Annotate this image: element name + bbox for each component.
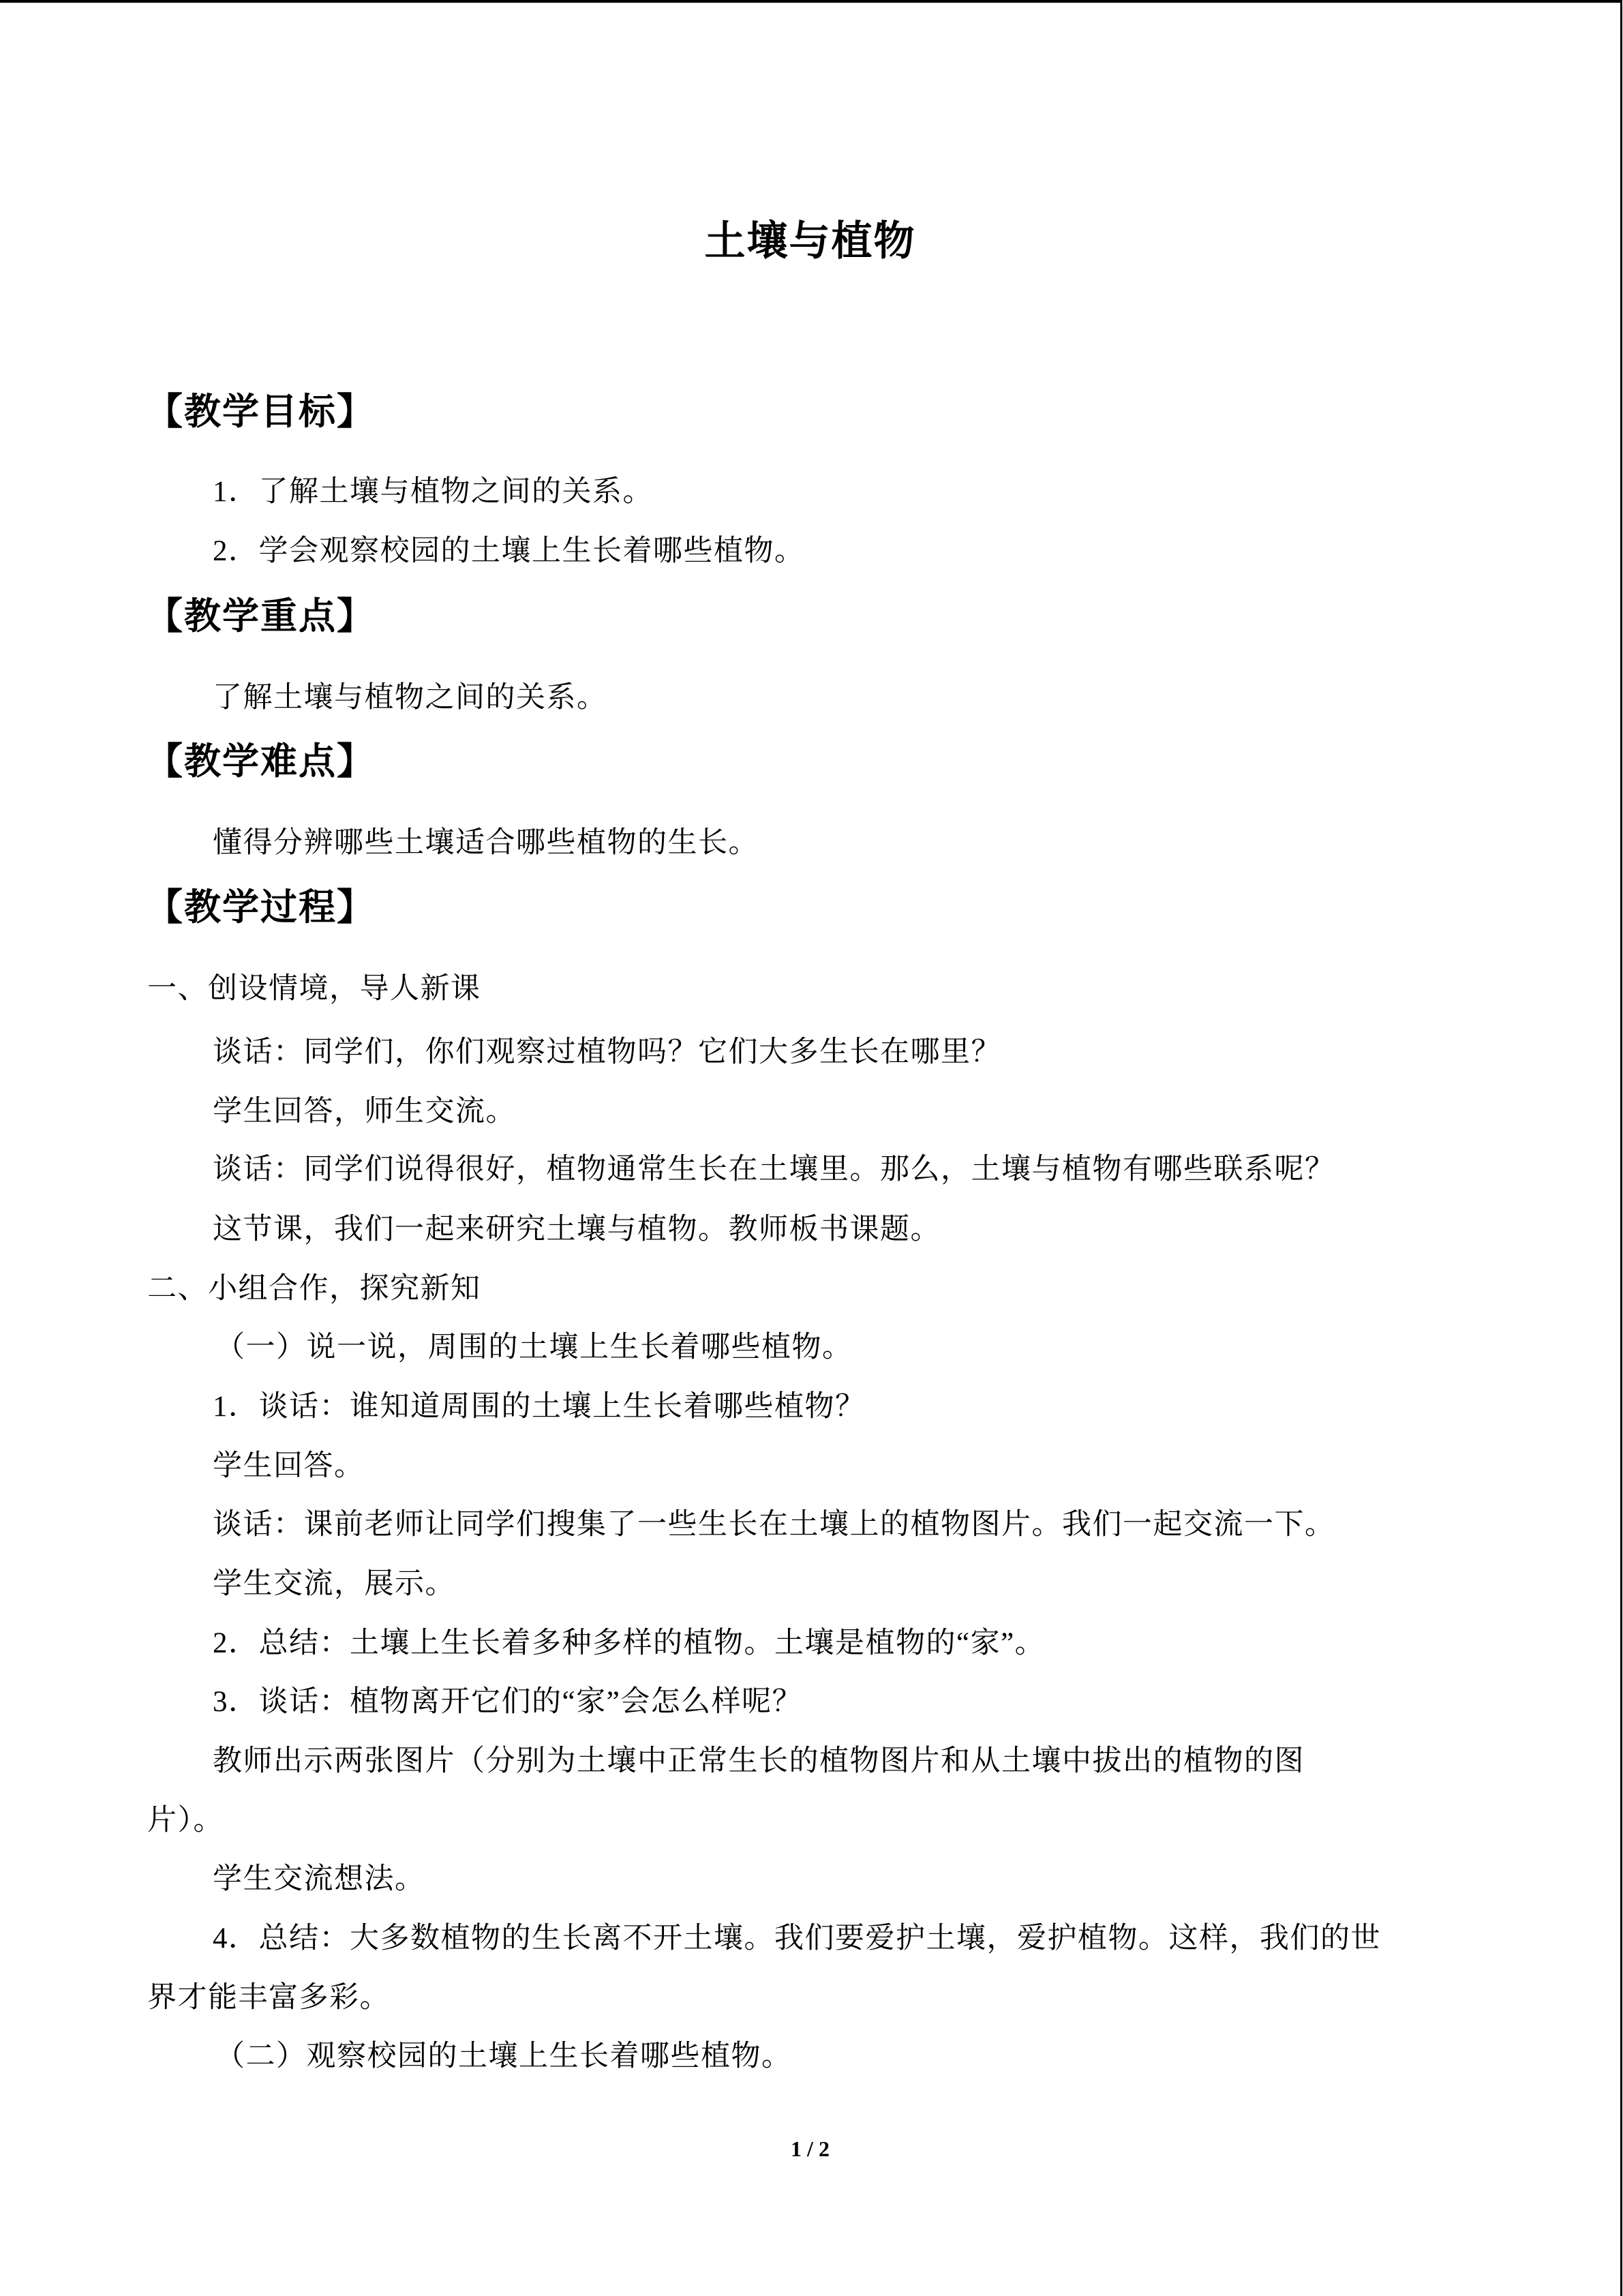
objective-item-2: 2．学会观察校园的土壤上生长着哪些植物。 [213, 535, 805, 567]
page-number: 1 / 2 [791, 2136, 830, 2161]
process-part2-line-8: 片）。 [147, 1804, 224, 1837]
process-part2-line-3: 谈话：课前老师让同学们搜集了一些生长在土壤上的植物图片。我们一起交流一下。 [213, 1509, 1335, 1541]
process-part2-line-6: 3．谈话：植物离开它们的“家”会怎么样呢？ [213, 1686, 803, 1718]
process-part2-line-9: 学生交流想法。 [213, 1863, 425, 1895]
process-part2-sub1-title: （一）说一说，周围的土壤上生长着哪些植物。 [215, 1331, 853, 1363]
process-part2-sub2-title: （二）观察校园的土壤上生长着哪些植物。 [215, 2040, 792, 2072]
section-heading-difficulties: 【教学难点】 [146, 741, 375, 782]
process-part2-line-11: 界才能丰富多彩。 [147, 1982, 390, 2014]
difficulties-text: 懂得分辨哪些土壤适合哪些植物的生长。 [213, 827, 759, 859]
process-part2-line-10: 4．总结：大多数植物的生长离不开土壤。我们要爱护土壤，爱护植物。这样，我们的世 [213, 1922, 1381, 1954]
process-part2-line-2: 学生回答。 [213, 1450, 365, 1482]
section-heading-process: 【教学过程】 [146, 887, 375, 928]
process-part2-line-5: 2．总结：土壤上生长着多种多样的植物。土壤是植物的“家”。 [213, 1627, 1046, 1659]
key-points-text: 了解土壤与植物之间的关系。 [213, 682, 607, 714]
process-part2-line-1: 1．谈话：谁知道周围的土壤上生长着哪些植物？ [213, 1391, 866, 1423]
document-title: 土壤与植物 [704, 219, 916, 264]
process-part1-line-2: 学生回答，师生交流。 [213, 1096, 516, 1128]
process-part1-line-4: 这节课，我们一起来研究土壤与植物。教师板书课题。 [213, 1213, 941, 1245]
process-part1-title: 一、创设情境，导人新课 [147, 973, 481, 1005]
process-part2-line-7: 教师出示两张图片（分别为土壤中正常生长的植物图片和从土壤中拔出的植物的图 [213, 1745, 1305, 1777]
process-part1-line-3: 谈话：同学们说得很好，植物通常生长在土壤里。那么，土壤与植物有哪些联系呢？ [213, 1153, 1335, 1185]
process-part2-title: 二、小组合作，探究新知 [147, 1273, 481, 1305]
section-heading-objectives: 【教学目标】 [146, 391, 375, 432]
section-heading-key-points: 【教学重点】 [146, 596, 375, 637]
process-part1-line-1: 谈话：同学们，你们观察过植物吗？它们大多生长在哪里？ [213, 1036, 1001, 1068]
process-part2-line-4: 学生交流，展示。 [213, 1568, 455, 1600]
objective-item-1: 1．了解土壤与植物之间的关系。 [213, 476, 653, 508]
